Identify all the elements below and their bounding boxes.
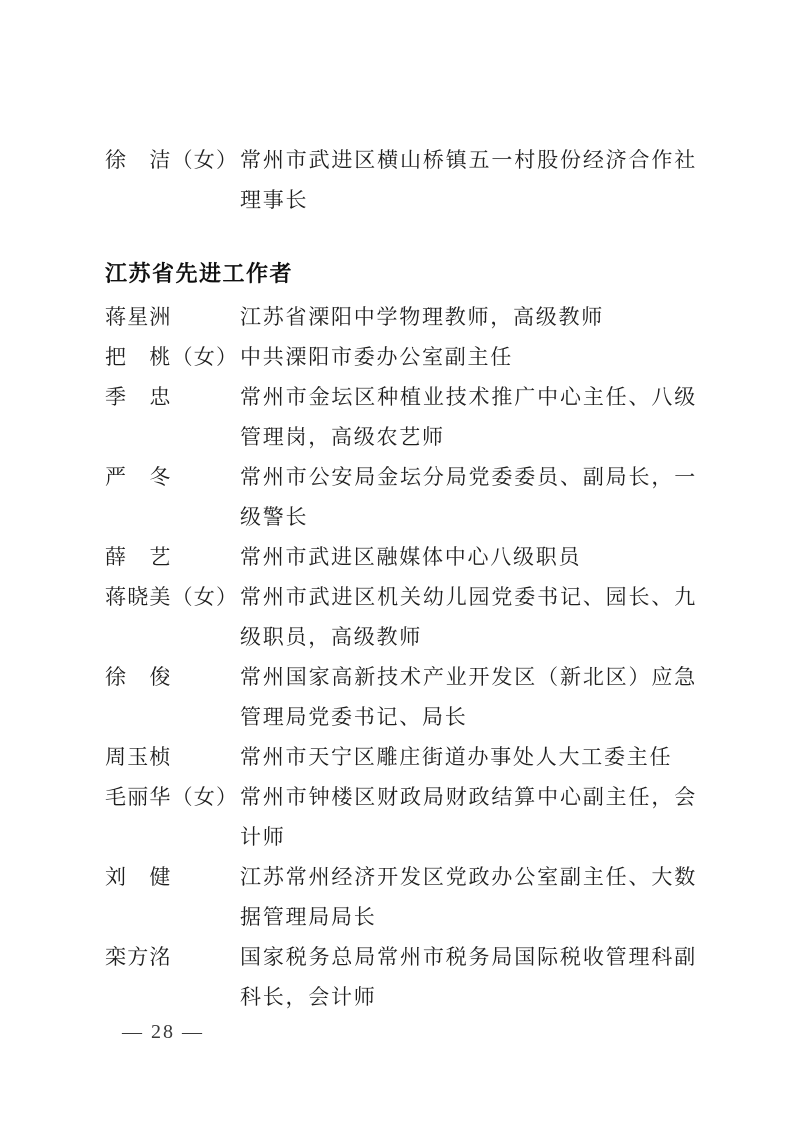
person-name: 刘 健 [105,865,172,889]
name-cell [105,297,240,337]
list-item [105,457,697,537]
list-item [105,577,697,657]
person-title: 江苏省溧阳中学物理教师，高级教师 [240,305,604,329]
list-item [105,777,697,857]
person-title: 常州市金坛区种植业技术推广中心主任、八级管理岗，高级农艺师 [240,385,697,449]
gender-marker: （女） [171,148,239,172]
page-content [105,140,697,1017]
person-title: 常州市武进区横山桥镇五一村股份经济合作社理事长 [240,148,697,212]
list-item [105,537,697,577]
list-item [105,140,697,220]
person-name: 蒋星洲 [105,305,172,329]
award-entry-list [105,297,697,1017]
person-name: 季 忠 [105,385,172,409]
list-item [105,737,697,777]
person-name: 毛丽华 [105,785,172,809]
list-item [105,337,697,377]
list-item [105,937,697,1017]
person-name: 徐 洁 [105,148,172,172]
name-cell [105,377,240,417]
person-title: 常州市武进区融媒体中心八级职员 [240,545,582,569]
name-cell [105,577,240,617]
person-title: 国家税务总局常州市税务局国际税收管理科副科长，会计师 [240,945,697,1009]
name-cell [105,337,240,377]
name-cell [105,537,240,577]
person-name: 徐 俊 [105,665,172,689]
name-cell [105,777,240,817]
continuation-entry-list [105,140,697,220]
name-cell [105,857,240,897]
person-title: 常州市武进区机关幼儿园党委书记、园长、九级职员，高级教师 [240,585,697,649]
person-title: 常州市天宁区雕庄街道办事处人大工委主任 [240,745,673,769]
gender-marker: （女） [171,785,239,809]
list-item [105,657,697,737]
gender-marker: （女） [171,585,239,609]
list-item [105,377,697,457]
gender-marker: （女） [171,345,239,369]
name-cell [105,737,240,777]
person-title: 常州市钟楼区财政局财政结算中心副主任，会计师 [240,785,697,849]
name-cell [105,937,240,977]
person-title: 常州国家高新技术产业开发区（新北区）应急管理局党委书记、局长 [240,665,697,729]
name-cell [105,140,240,180]
name-cell [105,657,240,697]
person-title: 常州市公安局金坛分局党委委员、副局长，一级警长 [240,465,697,529]
person-title: 中共溧阳市委办公室副主任 [240,345,513,369]
person-name: 薛 艺 [105,545,172,569]
person-name: 周玉桢 [105,745,172,769]
person-name: 栾方洺 [105,945,172,969]
person-name: 把 桃 [105,345,172,369]
section-heading: 江苏省先进工作者 [105,261,294,286]
list-item [105,297,697,337]
page-number: — 28 — [122,1021,204,1043]
person-name: 蒋晓美 [105,585,172,609]
person-name: 严 冬 [105,465,172,489]
name-cell [105,457,240,497]
person-title: 江苏常州经济开发区党政办公室副主任、大数据管理局局长 [240,865,697,929]
list-item [105,857,697,937]
